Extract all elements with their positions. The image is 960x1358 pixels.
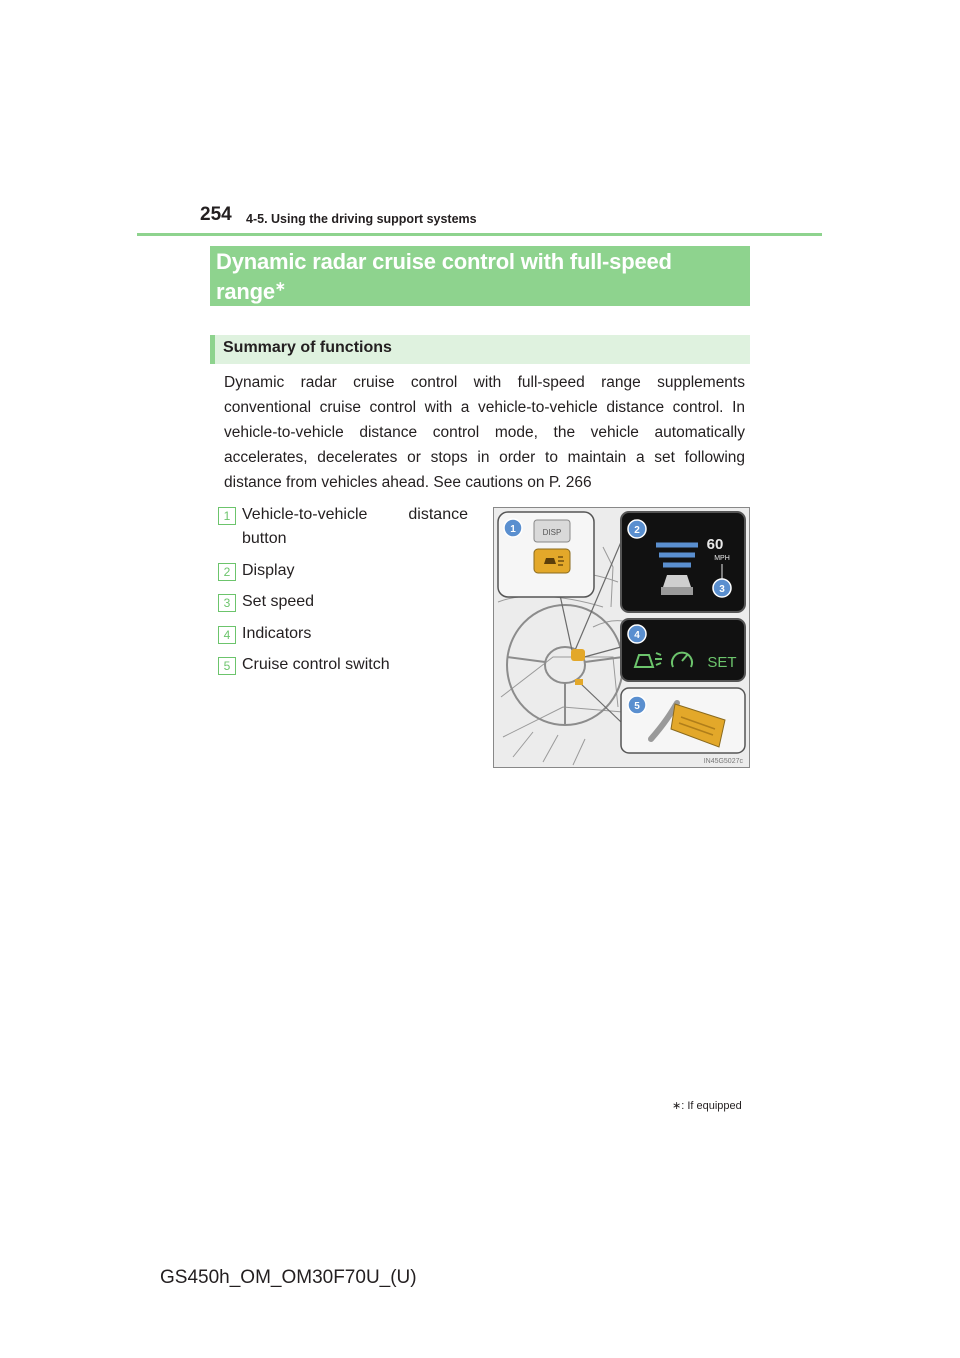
callout-label-3: 3 xyxy=(719,584,725,595)
list-item xyxy=(218,653,468,677)
item-number-badge: 3 xyxy=(218,594,236,612)
item-number-badge: 2 xyxy=(218,563,236,581)
cruise-control-illustration xyxy=(493,507,750,768)
subheading-accent xyxy=(210,335,215,364)
callout-label-1: 1 xyxy=(510,524,516,535)
subheading: Summary of functions xyxy=(223,339,392,356)
intro-paragraph: Dynamic radar cruise control with full-speed range supplements conventional cruise control with a vehicle-to-vehicle distance control. In vehicle-to-vehicle distance control mode, the vehicle automatically accelerates, decelerates or stops in order to maintain a set following distance from vehicles ahead. See cautions on P. 266 xyxy=(224,374,745,491)
list-item xyxy=(218,590,468,614)
lead-vehicle-icon xyxy=(663,575,691,587)
set-speed-value: 60 xyxy=(706,536,724,553)
item-label: Cruise control switch xyxy=(242,656,390,673)
item-label: Set speed xyxy=(242,593,315,610)
page-title: Dynamic radar cruise control with full-speed range∗ xyxy=(216,249,672,304)
cruise-lever-highlight xyxy=(575,679,583,685)
footnote xyxy=(672,1099,742,1112)
callout-label-4: 4 xyxy=(634,630,640,641)
illustration-code: IN45G5027c xyxy=(703,758,743,765)
document-code: GS450h_OM_OM30F70U_(U) xyxy=(160,1267,417,1288)
callout-label-5: 5 xyxy=(634,701,640,712)
list-item xyxy=(218,559,468,583)
item-label: Vehicle-to-vehicle distance button xyxy=(242,506,468,547)
item-label: Indicators xyxy=(242,625,312,642)
item-label: Display xyxy=(242,562,295,579)
disp-button-label: DISP xyxy=(542,528,562,537)
item-number-badge: 4 xyxy=(218,626,236,644)
callout-label-2: 2 xyxy=(634,525,640,536)
list-item xyxy=(218,622,468,646)
set-indicator: SET xyxy=(707,654,737,671)
steering-switch-highlight xyxy=(571,649,585,661)
speed-unit: MPH xyxy=(714,555,730,562)
title-bar xyxy=(210,246,750,306)
list-item xyxy=(218,503,468,551)
item-number-badge: 1 xyxy=(218,507,236,525)
section-title: 4-5. Using the driving support systems xyxy=(246,212,477,226)
footnote-text: : If equipped xyxy=(681,1100,742,1112)
footnote-marker: ∗ xyxy=(672,1100,682,1112)
item-number-badge: 5 xyxy=(218,657,236,675)
title-footnote-marker: ∗ xyxy=(274,278,286,294)
page-number: 254 xyxy=(200,204,232,225)
header-rule xyxy=(137,233,822,236)
subheading-bar xyxy=(210,335,750,364)
distance-car-icon xyxy=(544,558,556,564)
